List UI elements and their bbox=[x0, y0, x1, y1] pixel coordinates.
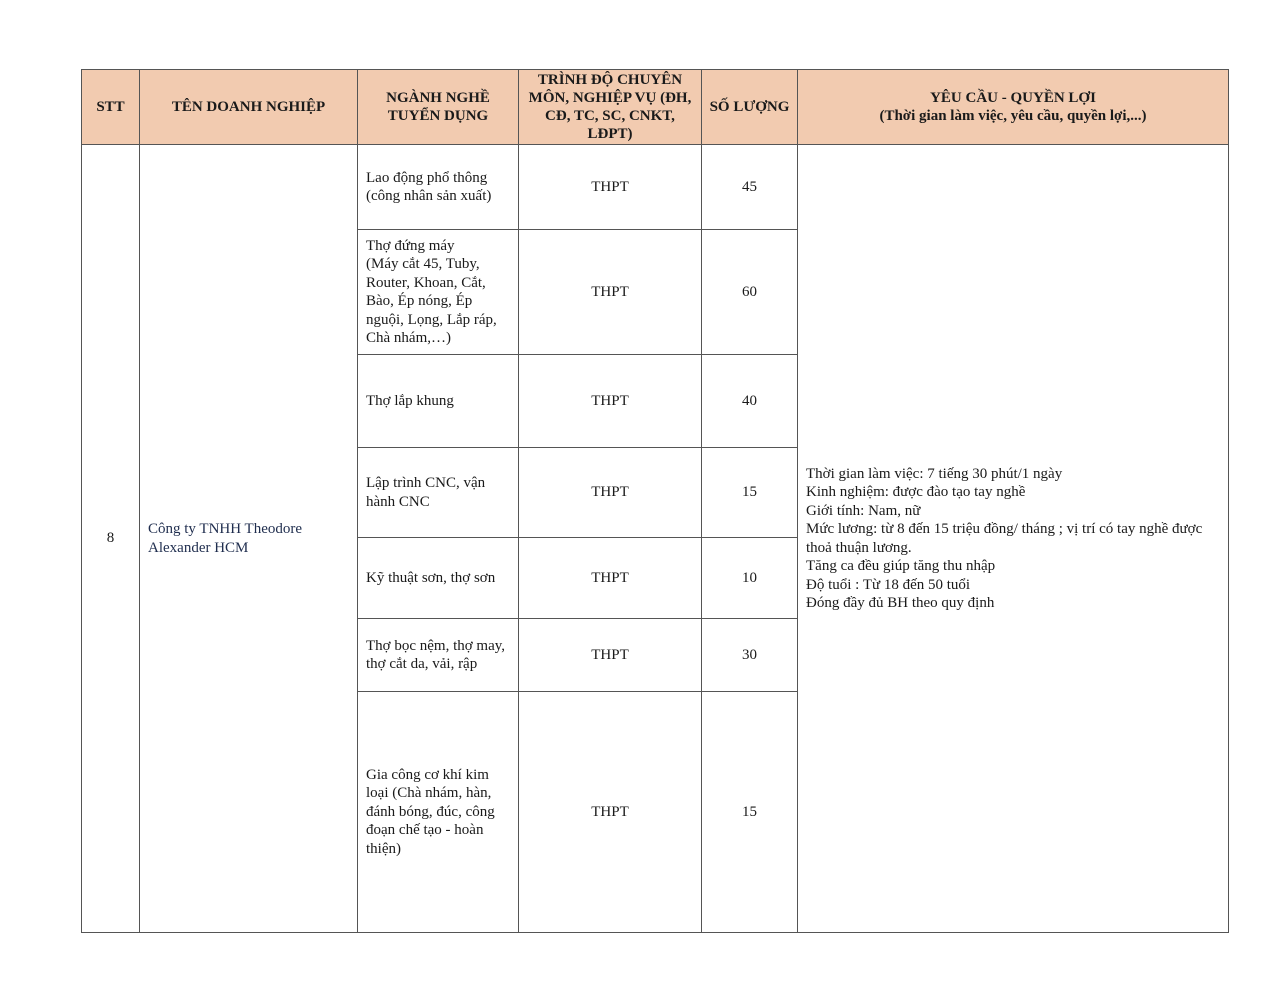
requirement-line: Tăng ca đều giúp tăng thu nhập bbox=[806, 558, 996, 574]
job-title: Thợ đứng máy bbox=[366, 237, 455, 254]
job-cell bbox=[358, 355, 519, 448]
job-title: Gia công cơ khí kim loại (Chà nhám, hàn, đánh bóng, đúc, công đoạn chế tạo - hoàn thiện) bbox=[366, 766, 495, 857]
job-title: Thợ bọc nệm, thợ may, thợ cắt da, vải, rập bbox=[366, 637, 506, 672]
quantity-cell: 30 bbox=[702, 619, 798, 692]
job-cell bbox=[358, 692, 519, 933]
header-company: TÊN DOANH NGHIỆP bbox=[140, 70, 358, 145]
company-name: Công ty TNHH Theodore Alexander HCM bbox=[140, 145, 358, 933]
requirement-line: Kinh nghiệm: được đào tạo tay nghề bbox=[806, 484, 1026, 500]
requirement-line: Đóng đầy đủ BH theo quy định bbox=[806, 595, 995, 611]
quantity-cell: 10 bbox=[702, 538, 798, 619]
level-cell: THPT bbox=[519, 355, 702, 448]
job-cell bbox=[358, 145, 519, 230]
header-requirements-subtitle: (Thời gian làm việc, yêu cầu, quyền lợi,...) bbox=[879, 108, 1147, 124]
header-quantity: SỐ LƯỢNG bbox=[702, 70, 798, 145]
quantity-cell: 15 bbox=[702, 448, 798, 538]
header-level: TRÌNH ĐỘ CHUYÊN MÔN, NGHIỆP VỤ (ĐH, CĐ, TC, SC, CNKT, LĐPT) bbox=[519, 70, 702, 145]
requirement-line: Độ tuổi : Từ 18 đến 50 tuổi bbox=[806, 576, 971, 593]
level-cell: THPT bbox=[519, 692, 702, 933]
quantity-cell: 40 bbox=[702, 355, 798, 448]
job-detail: (Máy cắt 45, Tuby, Router, Khoan, Cắt, Bào, Ép nóng, Ép nguội, Lọng, Lắp ráp, Chà nhám,…) bbox=[366, 256, 497, 346]
quantity-cell: 45 bbox=[702, 145, 798, 230]
header-requirements bbox=[798, 70, 1229, 145]
job-title: Kỹ thuật sơn, thợ sơn bbox=[366, 569, 496, 586]
header-job: NGÀNH NGHỀ TUYỂN DỤNG bbox=[358, 70, 519, 145]
header-requirements-title: YÊU CẦU - QUYỀN LỢI bbox=[930, 90, 1096, 106]
header-row bbox=[82, 70, 1229, 145]
stt-cell: 8 bbox=[82, 145, 140, 933]
table-row bbox=[82, 145, 1229, 230]
recruitment-table bbox=[81, 69, 1229, 933]
requirement-line: Mức lương: từ 8 đến 15 triệu đồng/ tháng ; vị trí có tay nghề được thoả thuận lương. bbox=[806, 521, 1203, 556]
job-title: Lập trình CNC, vận hành CNC bbox=[366, 475, 486, 510]
job-title: Lao động phổ thông bbox=[366, 169, 488, 186]
quantity-cell: 15 bbox=[702, 692, 798, 933]
requirement-line: Thời gian làm việc: 7 tiếng 30 phút/1 ngày bbox=[806, 465, 1063, 482]
job-cell bbox=[358, 448, 519, 538]
job-cell bbox=[358, 538, 519, 619]
quantity-cell: 60 bbox=[702, 230, 798, 355]
level-cell: THPT bbox=[519, 145, 702, 230]
level-cell: THPT bbox=[519, 619, 702, 692]
header-stt: STT bbox=[82, 70, 140, 145]
level-cell: THPT bbox=[519, 230, 702, 355]
level-cell: THPT bbox=[519, 448, 702, 538]
requirements-cell bbox=[798, 145, 1229, 933]
job-cell bbox=[358, 619, 519, 692]
job-detail: (công nhân sản xuất) bbox=[366, 188, 492, 204]
job-title: Thợ lắp khung bbox=[366, 392, 454, 409]
job-cell bbox=[358, 230, 519, 355]
requirement-line: Giới tính: Nam, nữ bbox=[806, 502, 921, 519]
level-cell: THPT bbox=[519, 538, 702, 619]
